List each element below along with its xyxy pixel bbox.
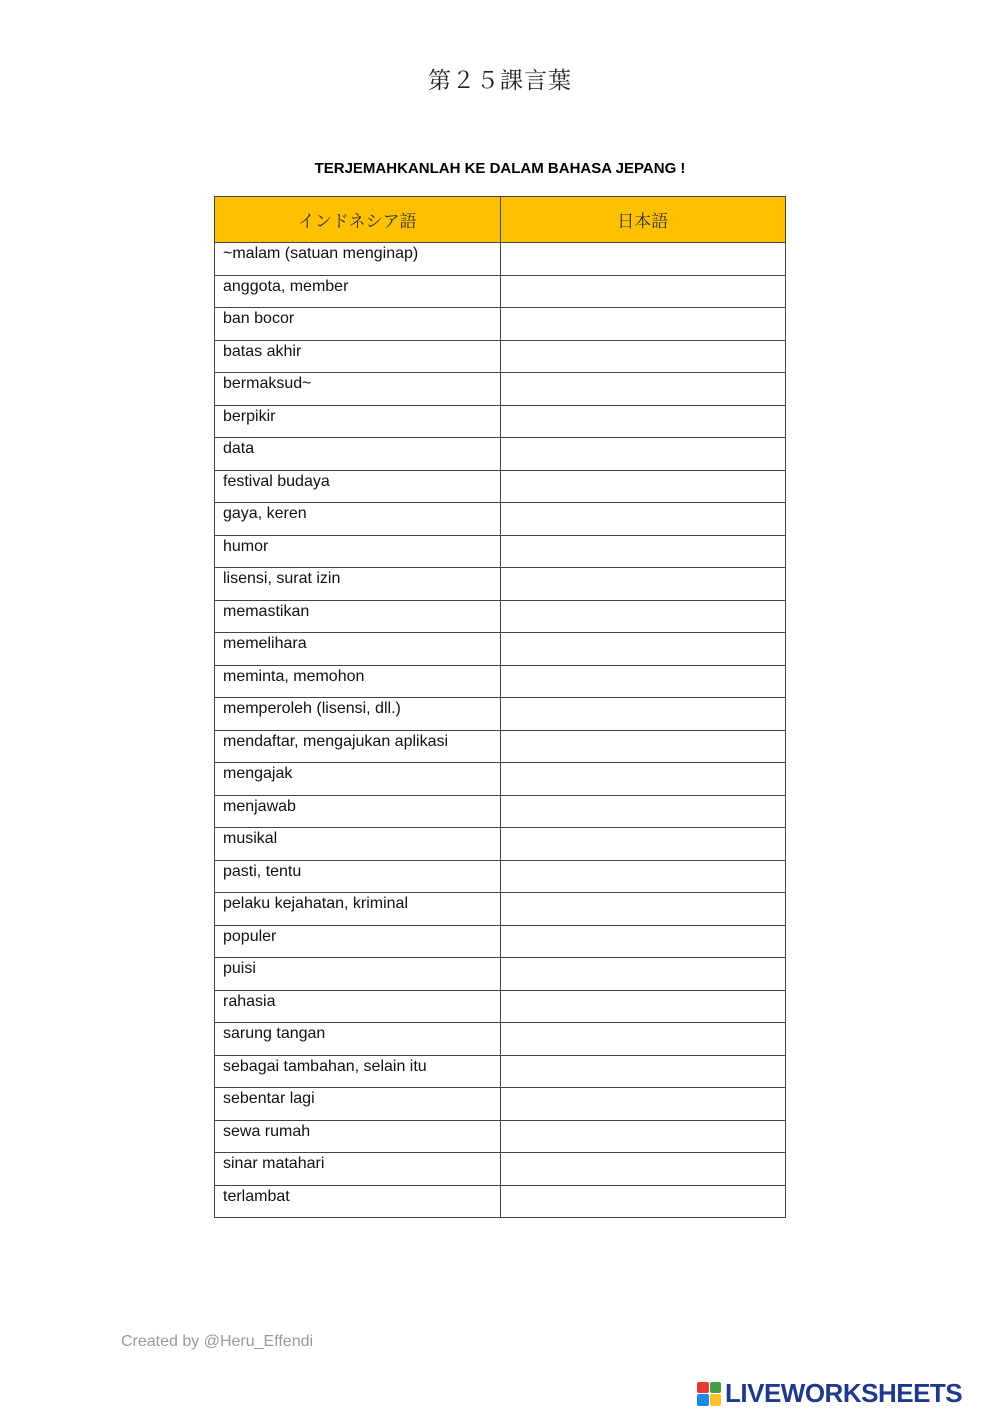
indonesian-word-cell: lisensi, surat izin	[215, 568, 501, 601]
table-row	[215, 535, 786, 568]
japanese-answer-cell[interactable]	[500, 763, 786, 796]
credit-text: Created by @Heru_Effendi	[121, 1333, 314, 1350]
indonesian-word-cell: gaya, keren	[215, 503, 501, 536]
japanese-answer-cell[interactable]	[500, 340, 786, 373]
indonesian-word-cell: mengajak	[215, 763, 501, 796]
japanese-answer-cell[interactable]	[500, 405, 786, 438]
table-header-row	[215, 197, 786, 243]
japanese-answer-cell[interactable]	[500, 275, 786, 308]
japanese-answer-cell[interactable]	[500, 958, 786, 991]
indonesian-word-cell: populer	[215, 925, 501, 958]
indonesian-word-cell: ~malam (satuan menginap)	[215, 243, 501, 276]
indonesian-word-cell: memelihara	[215, 633, 501, 666]
table-row	[215, 730, 786, 763]
liveworksheets-logo-icon	[697, 1382, 721, 1406]
indonesian-word-cell: puisi	[215, 958, 501, 991]
table-row	[215, 1055, 786, 1088]
brand-name: LIVEWORKSHEETS	[725, 1378, 963, 1408]
japanese-answer-cell[interactable]	[500, 698, 786, 731]
table-row	[215, 600, 786, 633]
indonesian-word-cell: festival budaya	[215, 470, 501, 503]
table-row	[215, 828, 786, 861]
indonesian-word-cell: berpikir	[215, 405, 501, 438]
table-row	[215, 763, 786, 796]
header-japanese: 日本語	[500, 197, 786, 243]
indonesian-word-cell: humor	[215, 535, 501, 568]
table-row	[215, 925, 786, 958]
japanese-answer-cell[interactable]	[500, 308, 786, 341]
page-title: 第２５課言葉	[428, 68, 572, 94]
japanese-answer-cell[interactable]	[500, 925, 786, 958]
indonesian-word-cell: pelaku kejahatan, kriminal	[215, 893, 501, 926]
indonesian-word-cell: data	[215, 438, 501, 471]
indonesian-word-cell: meminta, memohon	[215, 665, 501, 698]
table-row	[215, 958, 786, 991]
vocabulary-table-body	[215, 243, 786, 1218]
japanese-answer-cell[interactable]	[500, 1055, 786, 1088]
indonesian-word-cell: sewa rumah	[215, 1120, 501, 1153]
table-row	[215, 1023, 786, 1056]
table-row	[215, 1120, 786, 1153]
japanese-answer-cell[interactable]	[500, 730, 786, 763]
table-row	[215, 308, 786, 341]
table-row	[215, 340, 786, 373]
japanese-answer-cell[interactable]	[500, 470, 786, 503]
table-row	[215, 1185, 786, 1218]
japanese-answer-cell[interactable]	[500, 1023, 786, 1056]
table-row	[215, 1088, 786, 1121]
japanese-answer-cell[interactable]	[500, 860, 786, 893]
indonesian-word-cell: sebagai tambahan, selain itu	[215, 1055, 501, 1088]
table-row	[215, 665, 786, 698]
table-row	[215, 568, 786, 601]
indonesian-word-cell: mendaftar, mengajukan aplikasi	[215, 730, 501, 763]
table-row	[215, 275, 786, 308]
japanese-answer-cell[interactable]	[500, 535, 786, 568]
japanese-answer-cell[interactable]	[500, 1088, 786, 1121]
table-row	[215, 698, 786, 731]
table-row	[215, 405, 786, 438]
indonesian-word-cell: terlambat	[215, 1185, 501, 1218]
japanese-answer-cell[interactable]	[500, 438, 786, 471]
vocabulary-table	[214, 196, 786, 1218]
table-row	[215, 990, 786, 1023]
table-row	[215, 795, 786, 828]
japanese-answer-cell[interactable]	[500, 990, 786, 1023]
indonesian-word-cell: menjawab	[215, 795, 501, 828]
japanese-answer-cell[interactable]	[500, 600, 786, 633]
indonesian-word-cell: memperoleh (lisensi, dll.)	[215, 698, 501, 731]
indonesian-word-cell: batas akhir	[215, 340, 501, 373]
japanese-answer-cell[interactable]	[500, 1120, 786, 1153]
table-row	[215, 860, 786, 893]
japanese-answer-cell[interactable]	[500, 1185, 786, 1218]
indonesian-word-cell: sebentar lagi	[215, 1088, 501, 1121]
indonesian-word-cell: pasti, tentu	[215, 860, 501, 893]
japanese-answer-cell[interactable]	[500, 828, 786, 861]
table-row	[215, 470, 786, 503]
brand-logo	[697, 1378, 962, 1409]
indonesian-word-cell: memastikan	[215, 600, 501, 633]
indonesian-word-cell: sinar matahari	[215, 1153, 501, 1186]
japanese-answer-cell[interactable]	[500, 373, 786, 406]
indonesian-word-cell: anggota, member	[215, 275, 501, 308]
table-row	[215, 438, 786, 471]
table-row	[215, 633, 786, 666]
indonesian-word-cell: bermaksud~	[215, 373, 501, 406]
japanese-answer-cell[interactable]	[500, 568, 786, 601]
japanese-answer-cell[interactable]	[500, 1153, 786, 1186]
table-row	[215, 243, 786, 276]
header-indonesian: インドネシア語	[215, 197, 501, 243]
japanese-answer-cell[interactable]	[500, 665, 786, 698]
table-row	[215, 503, 786, 536]
instruction-text: TERJEMAHKANLAH KE DALAM BAHASA JEPANG !	[314, 160, 686, 177]
indonesian-word-cell: rahasia	[215, 990, 501, 1023]
indonesian-word-cell: ban bocor	[215, 308, 501, 341]
japanese-answer-cell[interactable]	[500, 893, 786, 926]
table-row	[215, 1153, 786, 1186]
indonesian-word-cell: sarung tangan	[215, 1023, 501, 1056]
japanese-answer-cell[interactable]	[500, 795, 786, 828]
table-row	[215, 373, 786, 406]
japanese-answer-cell[interactable]	[500, 633, 786, 666]
table-row	[215, 893, 786, 926]
japanese-answer-cell[interactable]	[500, 503, 786, 536]
japanese-answer-cell[interactable]	[500, 243, 786, 276]
indonesian-word-cell: musikal	[215, 828, 501, 861]
